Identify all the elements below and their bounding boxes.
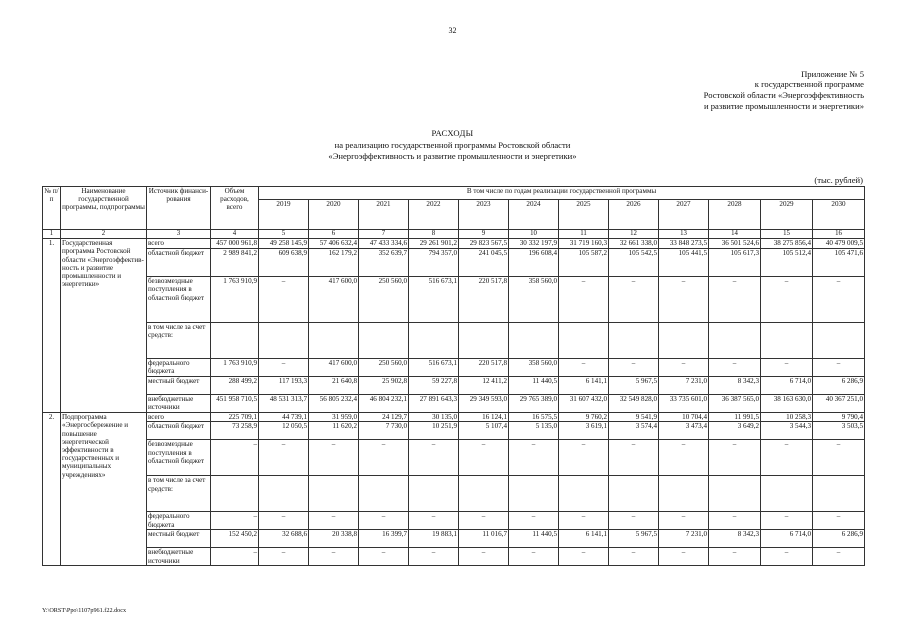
year-amount: 29 261 901,2 [409, 239, 459, 249]
year-amount: – [459, 512, 509, 530]
document-subtitle-1: на реализацию государственной программы Ростовской области [334, 140, 571, 150]
year-amount: – [813, 548, 865, 566]
year-amount: – [509, 548, 559, 566]
table-row [43, 239, 865, 249]
document-title: РАСХОДЫ [431, 128, 474, 138]
funding-source: всего [147, 413, 211, 422]
year-amount: 33 848 273,5 [659, 239, 709, 249]
appendix-line-3: Ростовской области «Энергоэффективность [703, 90, 864, 100]
column-number-cell: 3 [147, 230, 211, 239]
year-amount [409, 323, 459, 359]
year-amount: 36 387 565,0 [709, 395, 761, 413]
year-amount: 11 991,5 [709, 413, 761, 422]
year-amount: 11 016,7 [459, 530, 509, 548]
column-number-cell: 12 [609, 230, 659, 239]
year-amount: 5 135,0 [509, 422, 559, 440]
funding-source: федерального бюджета [147, 359, 211, 377]
year-amount: 46 804 232,1 [359, 395, 409, 413]
year-amount: 29 349 593,0 [459, 395, 509, 413]
total-amount: 451 958 710,5 [211, 395, 259, 413]
year-amount: – [813, 359, 865, 377]
header-years-caption: В том числе по годам реализации государственной программы [259, 187, 865, 200]
column-number-cell: 10 [509, 230, 559, 239]
total-amount: 288 499,2 [211, 377, 259, 395]
document-subtitle-2: «Энергоэффективность и развитие промышленности и энергетики» [328, 151, 577, 161]
year-amount: – [659, 359, 709, 377]
year-amount [609, 476, 659, 512]
year-amount: 516 673,1 [409, 277, 459, 323]
row-number: 2. [43, 413, 61, 566]
year-amount [709, 323, 761, 359]
year-amount: 11 440,5 [509, 530, 559, 548]
year-amount: 9 760,2 [559, 413, 609, 422]
year-amount: 6 286,9 [813, 530, 865, 548]
year-amount: 29 765 389,0 [509, 395, 559, 413]
year-amount: 11 620,2 [309, 422, 359, 440]
year-amount: – [559, 548, 609, 566]
year-amount: – [259, 440, 309, 476]
year-amount: 220 517,8 [459, 277, 509, 323]
table-row [43, 548, 865, 566]
year-amount: 241 045,5 [459, 249, 509, 277]
year-amount [659, 476, 709, 512]
year-amount [259, 476, 309, 512]
year-amount: 12 411,2 [459, 377, 509, 395]
year-amount: – [559, 359, 609, 377]
year-amount: – [609, 548, 659, 566]
year-amount: 358 560,0 [509, 277, 559, 323]
total-amount: 2 989 841,2 [211, 249, 259, 277]
table-row [43, 530, 865, 548]
year-amount: – [409, 548, 459, 566]
year-amount: 9 790,4 [813, 413, 865, 422]
year-amount [459, 476, 509, 512]
year-amount [813, 323, 865, 359]
year-amount: 105 542,5 [609, 249, 659, 277]
year-amount [609, 323, 659, 359]
year-amount: 32 661 338,0 [609, 239, 659, 249]
year-amount: 10 251,9 [409, 422, 459, 440]
table-row [43, 395, 865, 413]
funding-source: безвозмездные поступления в областной бюджет [147, 277, 211, 323]
funding-source: федерального бюджета [147, 512, 211, 530]
year-amount: – [359, 512, 409, 530]
year-amount: – [309, 440, 359, 476]
funding-source: областной бюджет [147, 422, 211, 440]
total-amount: – [211, 512, 259, 530]
year-amount: – [813, 512, 865, 530]
year-amount: 31 719 160,3 [559, 239, 609, 249]
column-number-cell: 7 [359, 230, 409, 239]
funding-source: всего [147, 239, 211, 249]
appendix-line-2: к государственной программе [754, 79, 864, 89]
year-amount: – [709, 359, 761, 377]
year-amount: – [309, 548, 359, 566]
year-amount: 8 342,3 [709, 530, 761, 548]
year-amount: – [709, 512, 761, 530]
year-amount: 59 227,8 [409, 377, 459, 395]
year-amount: 3 473,4 [659, 422, 709, 440]
year-amount: – [709, 440, 761, 476]
page-number: 32 [448, 26, 457, 35]
year-amount: 47 433 334,6 [359, 239, 409, 249]
year-amount: 196 608,4 [509, 249, 559, 277]
year-amount: 27 891 643,3 [409, 395, 459, 413]
header-year: 2028 [709, 200, 761, 230]
year-amount: 10 258,3 [761, 413, 813, 422]
total-amount: – [211, 440, 259, 476]
year-amount [709, 476, 761, 512]
year-amount: – [813, 277, 865, 323]
year-amount [459, 323, 509, 359]
year-amount: 12 050,5 [259, 422, 309, 440]
year-amount: – [761, 548, 813, 566]
year-amount: – [459, 548, 509, 566]
year-amount [509, 323, 559, 359]
year-amount: 3 503,5 [813, 422, 865, 440]
year-amount: 7 730,0 [359, 422, 409, 440]
year-amount: 33 735 601,0 [659, 395, 709, 413]
table-row [43, 249, 865, 277]
table-row [43, 359, 865, 377]
year-amount: – [659, 277, 709, 323]
year-amount: – [659, 548, 709, 566]
header-year: 2019 [259, 200, 309, 230]
year-amount: 6 714,0 [761, 377, 813, 395]
year-amount: 220 517,8 [459, 359, 509, 377]
year-amount: 31 607 432,0 [559, 395, 609, 413]
year-amount: 30 135,0 [409, 413, 459, 422]
year-amount: – [659, 440, 709, 476]
year-amount: – [309, 512, 359, 530]
year-amount: 3 619,1 [559, 422, 609, 440]
year-amount [761, 323, 813, 359]
year-amount: 20 338,8 [309, 530, 359, 548]
table-row [43, 422, 865, 440]
year-amount: – [761, 277, 813, 323]
table-row [43, 440, 865, 476]
year-amount: 105 587,2 [559, 249, 609, 277]
year-amount: 105 617,3 [709, 249, 761, 277]
header-year: 2022 [409, 200, 459, 230]
column-number-cell: 16 [813, 230, 865, 239]
header-year: 2020 [309, 200, 359, 230]
year-amount: 24 129,7 [359, 413, 409, 422]
year-amount: 516 673,1 [409, 359, 459, 377]
funding-source: в том числе за счет средств: [147, 476, 211, 512]
year-amount: – [559, 277, 609, 323]
total-amount: 457 000 961,8 [211, 239, 259, 249]
year-amount: 44 739,1 [259, 413, 309, 422]
year-amount: – [259, 512, 309, 530]
year-amount: 117 193,3 [259, 377, 309, 395]
header-year: 2024 [509, 200, 559, 230]
total-amount: – [211, 548, 259, 566]
program-name: Государственная программа Ростовской области «Энергоэффектив-ность и развитие промышленности и энергетики» [61, 239, 147, 413]
year-amount: – [609, 277, 659, 323]
year-amount: 5 107,4 [459, 422, 509, 440]
table-row [43, 476, 865, 512]
year-amount: 3 574,4 [609, 422, 659, 440]
year-amount: 16 575,5 [509, 413, 559, 422]
year-amount: 10 704,4 [659, 413, 709, 422]
year-amount: 250 560,0 [359, 277, 409, 323]
year-amount: 57 406 632,4 [309, 239, 359, 249]
year-amount: 9 541,9 [609, 413, 659, 422]
funding-source: внебюджетные источники [147, 395, 211, 413]
year-amount [409, 476, 459, 512]
appendix-line-4: и развитие промышленности и энергетики» [703, 101, 864, 111]
year-amount: 105 471,6 [813, 249, 865, 277]
program-name: Подпрограмма «Энергосбережение и повышение энергетической эффективности в государственных и муниципальных учреждениях» [61, 413, 147, 566]
year-amount: 105 512,4 [761, 249, 813, 277]
header-year: 2027 [659, 200, 709, 230]
year-amount: – [509, 512, 559, 530]
header-year: 2021 [359, 200, 409, 230]
year-amount [259, 323, 309, 359]
year-amount: 6 286,9 [813, 377, 865, 395]
year-amount: – [259, 548, 309, 566]
year-amount: 358 560,0 [509, 359, 559, 377]
year-amount: 609 638,9 [259, 249, 309, 277]
year-amount: – [659, 512, 709, 530]
header-source: Источник финанси-рования [147, 187, 211, 230]
year-amount: – [709, 277, 761, 323]
year-amount: – [259, 277, 309, 323]
year-amount: 32 549 828,0 [609, 395, 659, 413]
year-amount [309, 476, 359, 512]
table-row [43, 323, 865, 359]
total-amount: 152 450,2 [211, 530, 259, 548]
year-amount [761, 476, 813, 512]
funding-source: внебюджетные источники [147, 548, 211, 566]
year-amount: 417 600,0 [309, 277, 359, 323]
column-number-cell: 1 [43, 230, 61, 239]
year-amount: 5 967,5 [609, 530, 659, 548]
column-number-cell: 5 [259, 230, 309, 239]
year-amount [659, 323, 709, 359]
table-row [43, 512, 865, 530]
column-number-cell: 11 [559, 230, 609, 239]
column-number-cell: 6 [309, 230, 359, 239]
year-amount: 3 649,2 [709, 422, 761, 440]
year-amount: 30 332 197,9 [509, 239, 559, 249]
year-amount: 38 275 856,4 [761, 239, 813, 249]
year-amount [559, 323, 609, 359]
year-amount: – [409, 512, 459, 530]
year-amount: 56 805 232,4 [309, 395, 359, 413]
funding-source: безвозмездные поступления в областной бюджет [147, 440, 211, 476]
year-amount [359, 476, 409, 512]
total-amount: 73 258,9 [211, 422, 259, 440]
year-amount: 105 441,5 [659, 249, 709, 277]
header-name: Наименование государственной программы, подпрограммы [61, 187, 147, 230]
column-number-cell: 14 [709, 230, 761, 239]
year-amount: 7 231,0 [659, 377, 709, 395]
year-amount: 40 367 251,0 [813, 395, 865, 413]
column-number-cell: 15 [761, 230, 813, 239]
total-amount: 1 763 910,9 [211, 277, 259, 323]
year-amount: 352 639,7 [359, 249, 409, 277]
funding-source: областной бюджет [147, 249, 211, 277]
year-amount: 417 600,0 [309, 359, 359, 377]
total-amount [211, 476, 259, 512]
year-amount: 40 479 009,5 [813, 239, 865, 249]
year-amount: 5 967,5 [609, 377, 659, 395]
year-amount: – [409, 440, 459, 476]
year-amount: – [761, 359, 813, 377]
year-amount: 16 399,7 [359, 530, 409, 548]
year-amount: 49 258 145,9 [259, 239, 309, 249]
year-amount: 21 640,8 [309, 377, 359, 395]
year-amount: 16 124,1 [459, 413, 509, 422]
year-amount: 48 531 313,7 [259, 395, 309, 413]
column-number-cell: 2 [61, 230, 147, 239]
year-amount: – [761, 512, 813, 530]
column-number-cell: 9 [459, 230, 509, 239]
column-number-cell: 13 [659, 230, 709, 239]
year-amount: 6 141,1 [559, 377, 609, 395]
year-amount [359, 323, 409, 359]
year-amount: 32 688,6 [259, 530, 309, 548]
table-row [43, 413, 865, 422]
year-amount: 19 883,1 [409, 530, 459, 548]
year-amount: – [709, 548, 761, 566]
year-amount: – [813, 440, 865, 476]
year-amount: – [761, 440, 813, 476]
column-number-cell: 4 [211, 230, 259, 239]
year-amount: – [559, 440, 609, 476]
year-amount: – [459, 440, 509, 476]
year-amount: 36 501 524,6 [709, 239, 761, 249]
funding-source: в том числе за счет средств: [147, 323, 211, 359]
year-amount: – [259, 359, 309, 377]
header-no: № п/п [43, 187, 61, 230]
expenses-table [42, 186, 865, 566]
year-amount: 162 179,2 [309, 249, 359, 277]
year-amount: 8 342,3 [709, 377, 761, 395]
table-row [43, 277, 865, 323]
year-amount: 38 163 630,0 [761, 395, 813, 413]
column-number-cell: 8 [409, 230, 459, 239]
year-amount [309, 323, 359, 359]
total-amount: 225 709,1 [211, 413, 259, 422]
year-amount: 31 959,0 [309, 413, 359, 422]
total-amount: 1 763 910,9 [211, 359, 259, 377]
year-amount: 7 231,0 [659, 530, 709, 548]
year-amount: 25 902,8 [359, 377, 409, 395]
units-label: (тыс. рублей) [814, 175, 863, 185]
year-amount: – [559, 512, 609, 530]
year-amount: 6 714,0 [761, 530, 813, 548]
header-year: 2030 [813, 200, 865, 230]
funding-source: местный бюджет [147, 377, 211, 395]
file-path-footer: Y:\ORST\Ppo\1107p961.f22.docx [42, 607, 127, 614]
header-total: Объем расходов, всего [211, 187, 259, 230]
table-row [43, 377, 865, 395]
year-amount: – [359, 440, 409, 476]
year-amount: 794 357,0 [409, 249, 459, 277]
year-amount [509, 476, 559, 512]
year-amount: 29 823 567,5 [459, 239, 509, 249]
year-amount: – [509, 440, 559, 476]
header-year: 2023 [459, 200, 509, 230]
header-year: 2026 [609, 200, 659, 230]
year-amount: – [609, 512, 659, 530]
year-amount: 11 440,5 [509, 377, 559, 395]
year-amount: 3 544,3 [761, 422, 813, 440]
year-amount: 6 141,1 [559, 530, 609, 548]
header-year: 2025 [559, 200, 609, 230]
header-year: 2029 [761, 200, 813, 230]
appendix-line-1: Приложение № 5 [801, 69, 864, 79]
total-amount [211, 323, 259, 359]
year-amount [813, 476, 865, 512]
year-amount [559, 476, 609, 512]
year-amount: 250 560,0 [359, 359, 409, 377]
funding-source: местный бюджет [147, 530, 211, 548]
row-number: 1. [43, 239, 61, 413]
year-amount: – [609, 440, 659, 476]
year-amount: – [359, 548, 409, 566]
year-amount: – [609, 359, 659, 377]
